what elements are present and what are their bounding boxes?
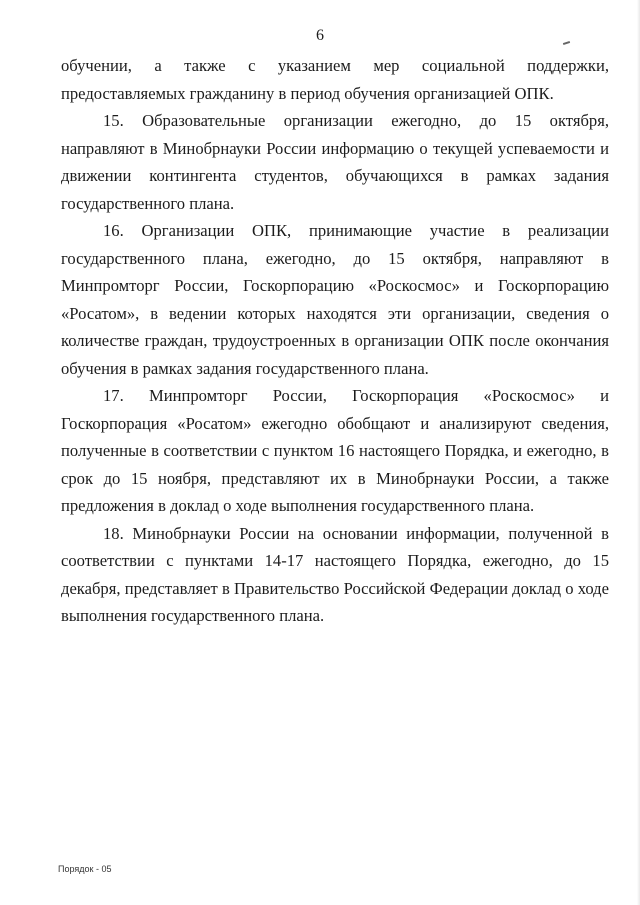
paragraph-item-15: 15. Образовательные организации ежегодно, до 15 октября, направляют в Минобрнауки России информацию о текущей успеваемости и движении контингента студентов, обучающихся в рамках задания государственного плана. (61, 111, 609, 213)
paragraph-continuation: обучении, а также с указанием мер социальной поддержки, предоставляемых гражданину в период обучения организацией ОПК. (61, 56, 609, 103)
document-body (61, 52, 609, 630)
paragraph-item-16: 16. Организации ОПК, принимающие участие в реализации государственного плана, ежегодно, до 15 октября, направляют в Минпромторг России, Госкорпорацию «Роскосмос» и Госкорпорацию «Росатом», в ведении которых находятся эти организации, сведения о количестве граждан, трудоустроенных в организации ОПК после окончания обучения в рамках задания государственного плана. (61, 221, 609, 378)
paragraph-item-18: 18. Минобрнауки России на основании информации, полученной в соответствии с пунктами 14-17 настоящего Порядка, ежегодно, до 15 декабря, представляет в Правительство Российской Федерации доклад о ходе выполнения государственного плана. (61, 523, 609, 625)
page-number: 6 (316, 27, 324, 44)
paragraph-item-17: 17. Минпромторг России, Госкорпорация «Роскосмос» и Госкорпорация «Росатом» ежегодно обобщают и анализируют сведения, полученные в соответствии с пунктом 16 настоящего Порядка, и ежегодно, в срок до 15 ноября, представляют их в Минобрнауки России, а также предложения в доклад о ходе выполнения государственного плана. (61, 386, 609, 515)
footer-document-code: Порядок - 05 (58, 864, 112, 874)
